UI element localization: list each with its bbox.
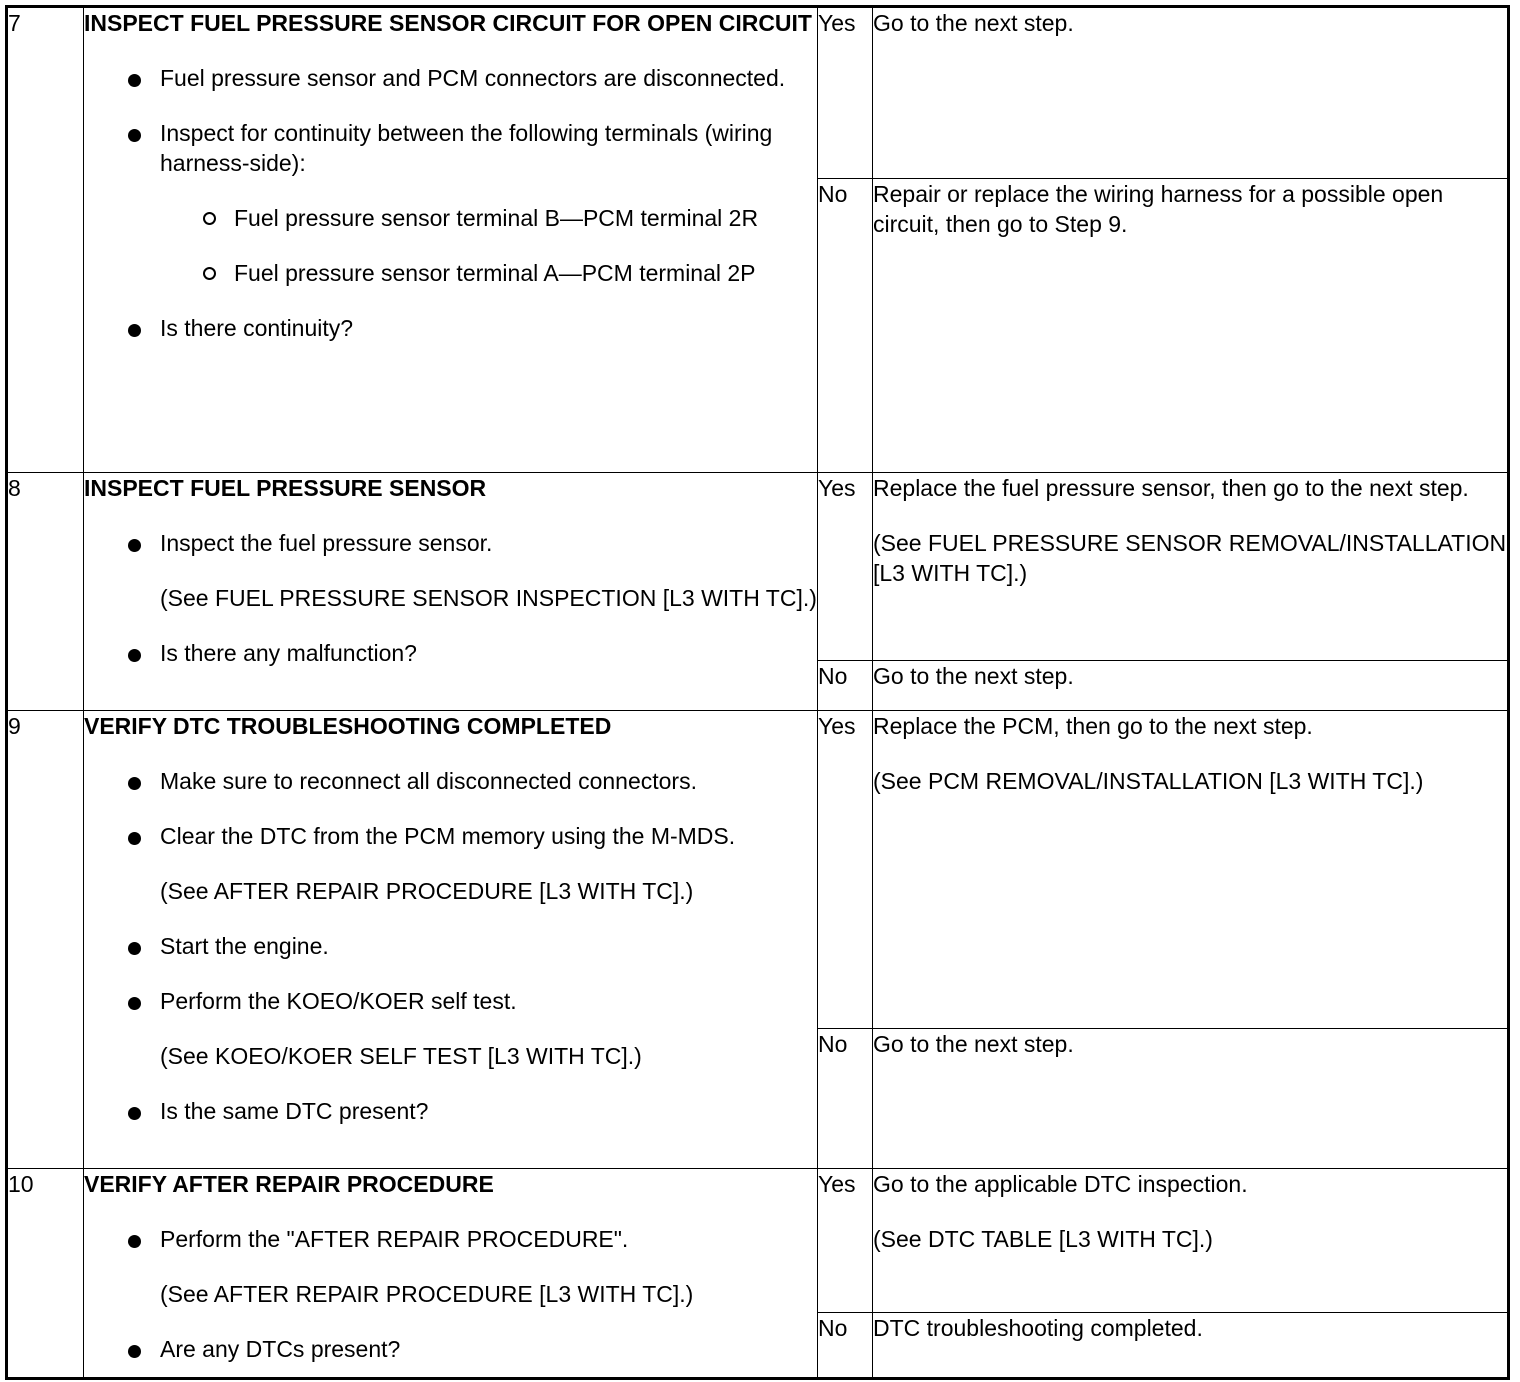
result-text: Repair or replace the wiring harness for a possible open circuit, then go to Step 9. [873, 181, 1444, 237]
step-7-row [7, 7, 1509, 179]
no-result [873, 179, 1509, 473]
bullet-item: Perform the "AFTER REPAIR PROCEDURE". [84, 1224, 817, 1254]
bullet-item: Perform the KOEO/KOER self test. [84, 986, 817, 1016]
reference-note: (See KOEO/KOER SELF TEST [L3 WITH TC].) [160, 1043, 642, 1069]
step-action-cell [84, 473, 818, 711]
step-number: 9 [7, 711, 84, 1169]
bullet-item: Make sure to reconnect all disconnected connectors. [84, 766, 817, 796]
step-action-cell [84, 1169, 818, 1379]
question-bullet: Is the same DTC present? [84, 1096, 817, 1126]
result-reference: (See DTC TABLE [L3 WITH TC].) [873, 1226, 1213, 1252]
bullet-item: Fuel pressure sensor and PCM connectors are disconnected. [84, 63, 817, 93]
yes-label: Yes [818, 473, 873, 661]
result-text: Go to the next step. [873, 663, 1074, 689]
question-bullet: Is there continuity? [84, 313, 817, 343]
yes-result [873, 7, 1509, 179]
result-text: Replace the fuel pressure sensor, then go to the next step. [873, 475, 1469, 501]
step-8-row [7, 473, 1509, 661]
reference-note: (See AFTER REPAIR PROCEDURE [L3 WITH TC].) [160, 878, 694, 904]
yes-label: Yes [818, 7, 873, 179]
result-reference: (See FUEL PRESSURE SENSOR REMOVAL/INSTALLATION [L3 WITH TC].) [873, 530, 1507, 586]
bullet-item: Clear the DTC from the PCM memory using the M-MDS. [84, 821, 817, 851]
no-label: No [818, 661, 873, 711]
result-text: Replace the PCM, then go to the next step. [873, 713, 1313, 739]
step-10-row [7, 1169, 1509, 1313]
reference-note: (See FUEL PRESSURE SENSOR INSPECTION [L3 WITH TC].) [160, 585, 817, 611]
sub-bullet-item: Fuel pressure sensor terminal A—PCM terminal 2P [84, 258, 817, 288]
result-reference: (See PCM REMOVAL/INSTALLATION [L3 WITH TC].) [873, 768, 1424, 794]
yes-label: Yes [818, 1169, 873, 1313]
step-title: INSPECT FUEL PRESSURE SENSOR CIRCUIT FOR OPEN CIRCUIT [84, 10, 812, 36]
bullet-item: Inspect the fuel pressure sensor. [84, 528, 817, 558]
step-9-row [7, 711, 1509, 1029]
yes-result [873, 473, 1509, 661]
yes-result [873, 711, 1509, 1029]
question-bullet: Is there any malfunction? [84, 638, 817, 668]
yes-result [873, 1169, 1509, 1313]
no-result [873, 1029, 1509, 1169]
step-number: 7 [7, 7, 84, 473]
result-text: Go to the next step. [873, 1031, 1074, 1057]
no-result [873, 661, 1509, 711]
no-label: No [818, 179, 873, 473]
step-title: VERIFY AFTER REPAIR PROCEDURE [84, 1171, 494, 1197]
result-text: DTC troubleshooting completed. [873, 1315, 1203, 1341]
reference-note: (See AFTER REPAIR PROCEDURE [L3 WITH TC].) [160, 1281, 694, 1307]
step-action-cell [84, 711, 818, 1169]
diagnostic-procedure-table [5, 5, 1510, 1380]
question-bullet: Are any DTCs present? [84, 1334, 817, 1364]
bullet-item: Inspect for continuity between the following terminals (wiring harness-side): [84, 118, 817, 178]
no-label: No [818, 1313, 873, 1379]
yes-label: Yes [818, 711, 873, 1029]
no-result [873, 1313, 1509, 1379]
step-number: 10 [7, 1169, 84, 1379]
step-title: VERIFY DTC TROUBLESHOOTING COMPLETED [84, 713, 612, 739]
sub-bullet-item: Fuel pressure sensor terminal B—PCM terminal 2R [84, 203, 817, 233]
result-text: Go to the next step. [873, 10, 1074, 36]
step-title: INSPECT FUEL PRESSURE SENSOR [84, 475, 487, 501]
step-number: 8 [7, 473, 84, 711]
step-action-cell [84, 7, 818, 473]
result-text: Go to the applicable DTC inspection. [873, 1171, 1248, 1197]
no-label: No [818, 1029, 873, 1169]
bullet-item: Start the engine. [84, 931, 817, 961]
